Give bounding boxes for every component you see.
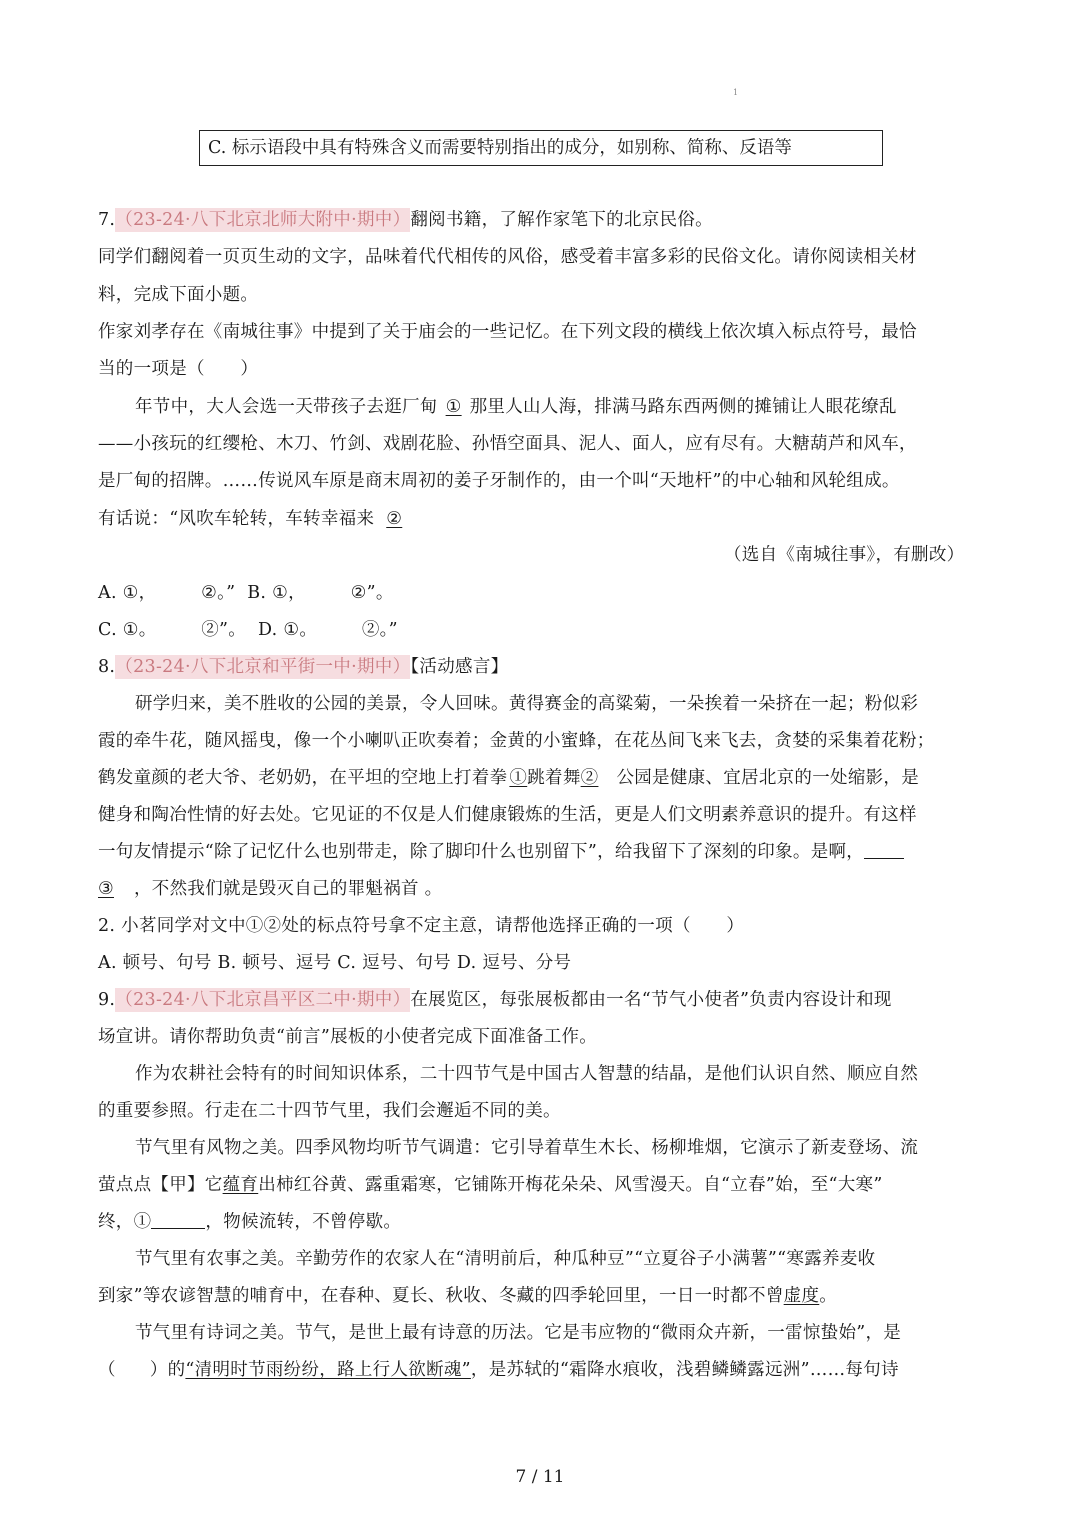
q9-paragraph-text: 终，① <box>98 1212 152 1232</box>
q8-paragraph-text: 跳着舞 <box>527 768 581 788</box>
q8-blank-2: ② <box>580 768 599 788</box>
q7-option-a[interactable]: A. ①， ②。” <box>98 583 236 603</box>
q9-paragraph-text: 萤点点【甲】它 <box>98 1175 223 1195</box>
q9-source-tag: （23-24·八下北京昌平区二中·期中） <box>115 990 411 1010</box>
q9-number: 9. <box>98 990 116 1010</box>
q9-title-line-2: 场宣讲。请你帮助负责“前言”展板的小使者完成下面准备工作。 <box>98 1027 598 1047</box>
q9-paragraph-line-4 <box>98 1172 883 1198</box>
q7-heading <box>98 207 713 233</box>
q7-passage-text: 有话说：“风吹车轮转，车转幸福来 <box>98 509 375 529</box>
q9-paragraph-text: ，物候流转，不曾停歇。 <box>205 1212 402 1232</box>
q9-paragraph-line-9 <box>98 1357 899 1383</box>
q9-paragraph-line-6: 节气里有农事之美。辛勤劳作的农家人在“清明前后，种瓜种豆”“立夏谷子小满薯”“寒露养麦收 <box>135 1249 876 1269</box>
q9-paragraph-line-7 <box>98 1283 837 1309</box>
q8-paragraph-line-5 <box>98 839 904 865</box>
q8-paragraph-line-4: 健身和陶冶性情的好去处。它见证的不仅是人们健康锻炼的生活，更是人们文明素养意识的提升。有这样 <box>98 805 917 825</box>
q8-heading <box>98 654 508 680</box>
q8-title: 【活动感言】 <box>410 657 509 677</box>
q9-paragraph-text: 。 <box>819 1286 838 1306</box>
q8-paragraph-line-1: 研学归来，美不胜收的公园的美景，令人回味。黄得赛金的高粱菊，一朵挨着一朵挤在一起；粉似彩 <box>135 694 919 714</box>
q7-blank-2: ② <box>386 509 403 529</box>
q7-source-citation: （选自《南城往事》，有删改） <box>724 545 965 565</box>
boxed-option-c: C. 标示语段中具有特殊含义而需要特别指出的成分，如别称、简称、反语等 <box>199 130 883 166</box>
q7-option-d[interactable]: D. ①。 ②。” <box>257 620 398 640</box>
q8-answer-line[interactable] <box>864 840 904 859</box>
q8-blank-1: ① <box>509 768 528 788</box>
q9-underlined-word-xudu: 虚度 <box>783 1286 820 1306</box>
q9-underlined-poem-line: “清明时节雨纷纷，路上行人欲断魂” <box>185 1360 471 1380</box>
q9-paragraph-line-8: 节气里有诗词之美。节气，是世上最有诗意的历法。它是韦应物的“微雨众卉新，一雷惊蛰始”，是 <box>135 1323 902 1343</box>
q9-paragraph-text: ）的 <box>149 1360 186 1380</box>
q8-number: 8. <box>98 657 116 677</box>
q9-paragraph-line-1: 作为农耕社会特有的时间知识体系，二十四节气是中国古人智慧的结晶，是他们认识自然、顺应自然 <box>135 1064 919 1084</box>
q9-paragraph-text: 到家”等农谚智慧的哺育中，在春种、夏长、秋收、冬藏的四季轮回里，一日一时都不曾 <box>98 1286 784 1306</box>
q7-passage-line-2: ——小孩玩的红缨枪、木刀、竹剑、戏剧花脸、孙悟空面具、泥人、面人，应有尽有。大糖葫芦和风车， <box>98 434 917 454</box>
q7-number: 7. <box>98 210 116 230</box>
q8-paragraph-text: 一句友情提示“除了记忆什么也别带走，除了脚印什么也别留下”，给我留下了深刻的印象。是啊， <box>98 842 865 862</box>
q9-paragraph-text: ，是苏轼的“霜降水痕收，浅碧鳞鳞露远洲”……每句诗 <box>470 1360 899 1380</box>
q7-intro-line-2: 料，完成下面小题。 <box>98 285 259 305</box>
q8-paragraph-line-2: 霞的牵牛花，随风摇曳，像一个小喇叭正吹奏着；金黄的小蜜蜂，在花丛间飞来飞去，贪婪的采集着花粉； <box>98 731 935 751</box>
q7-title: 翻阅书籍，了解作家笔下的北京民俗。 <box>410 210 713 230</box>
q7-passage-line-1 <box>135 394 897 420</box>
q8-paragraph-text: 公园是健康、宜居北京的一处缩影，是 <box>616 768 920 788</box>
q7-options-row-1 <box>98 580 394 606</box>
q7-source-tag: （23-24·八下北京北师大附中·期中） <box>115 210 411 230</box>
q8-sub-question: 2. 小茗同学对文中①②处的标点符号拿不定主意，请帮他选择正确的一项（ ） <box>98 916 745 936</box>
q7-passage-text: 年节中，大人会选一天带孩子去逛厂甸 <box>135 397 438 417</box>
q8-source-tag: （23-24·八下北京和平街一中·期中） <box>115 657 411 677</box>
q8-paragraph-text: ，不然我们就是毁灭自己的罪魁祸首 。 <box>134 879 443 899</box>
q7-option-b[interactable]: B. ①， ②”。 <box>247 583 394 603</box>
q9-paragraph-line-5 <box>98 1209 401 1235</box>
q7-option-c[interactable]: C. ①。 ②”。 <box>98 620 247 640</box>
page-number: 7 / 11 <box>515 1467 565 1487</box>
q9-blank-1[interactable] <box>151 1210 205 1229</box>
q8-paragraph-line-6 <box>98 876 442 902</box>
q9-paragraph-line-2: 的重要参照。行走在二十四节气里，我们会邂逅不同的美。 <box>98 1101 561 1121</box>
q7-task-line-2: 当的一项是（ ） <box>98 359 259 379</box>
q9-paragraph-line-3: 节气里有风物之美。四季风物均听节气调遣：它引导着草生木长、杨柳堆烟，它演示了新麦登场、流 <box>135 1138 919 1158</box>
q7-passage-line-4 <box>98 506 414 532</box>
q7-passage-line-3: 是厂甸的招牌。……传说风车原是商末周初的姜子牙制作的，由一个叫“天地杆”的中心轴和风轮组成。 <box>98 471 900 491</box>
q8-paragraph-line-3 <box>98 765 919 791</box>
q7-blank-1: ① <box>445 397 462 417</box>
q7-passage-text: 那里人山人海，排满马路东西两侧的摊铺让人眼花缭乱 <box>469 397 897 417</box>
q7-task-line-1: 作家刘孝存在《南城往事》中提到了关于庙会的一些记忆。在下列文段的横线上依次填入标点符号，最恰 <box>98 322 917 342</box>
q8-blank-3[interactable]: ③ <box>98 879 114 899</box>
q7-intro-line-1: 同学们翻阅着一页页生动的文字，品味着代代相传的风俗，感受着丰富多彩的民俗文化。请你阅读相关材 <box>98 247 917 267</box>
q9-title: 在展览区，每张展板都由一名“节气小使者”负责内容设计和现 <box>410 990 892 1010</box>
q8-paragraph-text: 鹤发童颜的老大爷、老奶奶，在平坦的空地上打着拳 <box>98 768 508 788</box>
q9-underlined-word-yunyu: 蕴育 <box>222 1175 259 1195</box>
q8-options[interactable]: A. 顿号、句号 B. 顿号、逗号 C. 逗号、句号 D. 逗号、分号 <box>98 953 572 973</box>
q7-options-row-2 <box>98 617 398 643</box>
q9-paragraph-text: （ <box>98 1360 116 1380</box>
q9-heading <box>98 987 892 1013</box>
header-mark: 1 <box>733 88 739 97</box>
q9-paragraph-text: 出柿红谷黄、露重霜寒，它铺陈开梅花朵朵、风雪漫天。自“立春”始，至“大寒” <box>258 1175 883 1195</box>
